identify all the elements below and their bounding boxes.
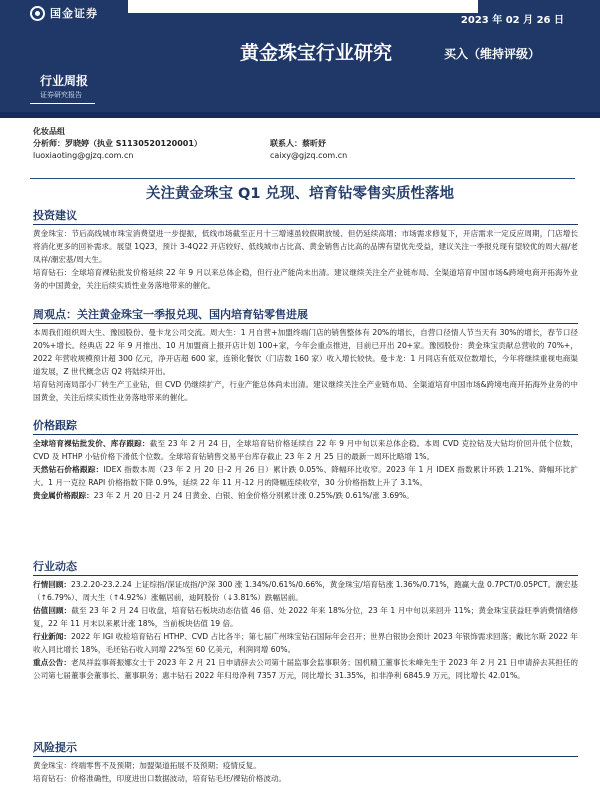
analyst-label: 分析师：罗晓婷（执业 S1130520120001） (33, 139, 202, 148)
paragraph: 培育钻河南局部小厂转生产工业钻，但 CVD 仍继续扩产，行业产能总体尚未出清。建议继续关注全产业链布局、全渠道培育中国市场&跨境电商开拓海外业务的中国黄金，关注后续实质性业务落地带来的催化。 (33, 380, 578, 402)
header-bottom-band (0, 112, 600, 118)
paragraph: 培育钻石：价格准确性，印度进出口数据波动，培育钻毛坯/裸钻价格波动。 (33, 774, 287, 783)
contact-name: 蔡昕妤 (302, 139, 326, 148)
header-divider (30, 103, 95, 104)
logo-text: 国金证券 (50, 7, 98, 20)
section-investment (33, 209, 578, 292)
header-blank-bar (128, 0, 478, 13)
industry-title: 黄金珠宝行业研究 (240, 42, 393, 64)
paragraph-lead: 重点公告： (33, 658, 71, 667)
author-block (33, 126, 573, 162)
logo-icon (30, 6, 45, 21)
author-divider (30, 178, 575, 179)
contact-email-link[interactable]: caixy@gjzq.com.cn (270, 151, 348, 160)
report-header (0, 0, 600, 118)
section-heading: 投资建议 (33, 209, 578, 225)
paragraph: 老凤祥监事蒋振娜女士于 2023 年 2 月 21 日申请辞去公司第十届监事会监事职务；国机精工董事长未峰先生于 2023 年 2 月 21 日申请辞去其担任的公司第七届董事会董事长、董事职务；惠丰钻石 2022 年归母净利 7357 万元，同比增长 31.35%，扣非净利 6845.9 万元，同比增长 42.01%。 (33, 658, 578, 680)
paragraph: 黄金珠宝：节后高线城市珠宝消费望进一步提振，低线市场截至正月十三增速虽较假期放缓、但仍延续高增；市场需求修复下，开店需求一定反应周期，门店增长将消化更多的回补需求。展望 1Q23，预计 3-4Q22 开店较好、低线城市占比高、黄金销售占比高的品牌有望优先受益，建议关注一季报兑现有望较优的周大福/老凤祥/潮宏基/周大生。 (33, 229, 578, 264)
paragraph: IDEX 指数本周（23 年 2 月 20 日-2 月 26 日）累计跌 0.05%、降幅环比收窄。2023 年 1 月 IDEX 指数累计环跌 1.21%、降幅环比扩大。1 月一克拉 RAPI 价格指数下降 0.9%，延续 22 年 11 月-12 月的降幅连续收窄，30 分价格指数上升了 3.1%。 (33, 465, 579, 487)
paragraph-lead: 贵金属价格跟踪： (33, 491, 94, 500)
paragraph: 截至 23 年 2 月 24 日，全球培育钻价格延续自 22 年 9 月中旬以来总体企稳。本周 CVD 克拉钻及大钻均价回升低个位数，CVD 及 HTHP 小钻价格下滑低个位数。全球培育钻销售交易平台库存截止 23 年 2 月 25 日的最新一周环比略增 1%。 (33, 439, 578, 461)
paragraph: 2022 年 IGI 收检培育钻石 HTHP、CVD 占比各半；第七届广州珠宝钻石国际年会召开；世界白银协会预计 2023 年银饰需求回落；戴比尔斯 2022 年收入同比增长 18%，毛坯钻石收入同增 22%至 60 亿美元，利润同增 60%。 (33, 632, 579, 654)
report-title: 关注黄金珠宝 Q1 兑现、培育钻零售实质性落地 (145, 186, 454, 202)
paragraph-lead: 全球培育裸钻批发价、库存跟踪： (33, 439, 150, 448)
contact-label: 联系人： (270, 139, 302, 148)
paragraph-lead: 估值回顾： (33, 606, 72, 615)
report-date: 2023 年 02 月 26 日 (460, 15, 564, 26)
section-weekly-view (33, 308, 578, 404)
paragraph-lead: 行情回顾： (33, 580, 72, 589)
paragraph: 培育钻石：全球培育裸钻批发价格延续 22 年 9 月以来总体企稳，但行业产能尚未出清。建议继续关注全产业链布局、全渠道培育中国市场&跨境电商开拓海外业务的中国黄金，关注后续实质性业务落地带来的催化。 (33, 268, 578, 290)
section-risk (33, 741, 578, 785)
broker-logo (30, 5, 98, 21)
paragraph-lead: 行业新闻： (33, 632, 71, 641)
paragraph: 截至 23 年 2 月 24 日收盘，培育钻石板块动态估值 46 倍、处 2022 年来 18%分位，23 年 1 月中旬以来回升 11%；黄金珠宝获益旺季消费情绪修复，22 年 11 月末以来累计涨 18%，当前板块估值 19 倍。 (33, 606, 579, 628)
section-heading: 行业动态 (33, 560, 578, 576)
rating-label: 买入（维持评级） (443, 47, 540, 61)
section-price-tracking (33, 419, 578, 502)
section-heading: 价格跟踪 (33, 419, 578, 435)
section-industry-dynamics (33, 560, 578, 682)
section-heading: 周观点：关注黄金珠宝一季报兑现、国内培育钻零售进展 (33, 308, 578, 324)
team-name: 化妆品组 (33, 127, 65, 136)
report-type: 行业周报 (40, 74, 89, 88)
paragraph: 黄金珠宝：终端零售不及预期；加盟渠道拓展不及预期；疫情反复。 (33, 761, 261, 770)
paragraph-lead: 天然钻石价格跟踪： (33, 465, 104, 474)
paragraph: 本周我们组织周大生、豫园股份、曼卡龙公司交流。周大生：1 月自营+加盟终端门店的销售整体有 20%的增长，自营口径情人节当天有 30%的增长，春节口径 20%+增长。经典店 22 年 9 月推出、10 月加盟商上报开店计划 100+家，今年会重点推进，目前已开出 20+家。豫园股份：黄金珠宝贡献总营收的 70%+，2022 年营收规模预计超 300 亿元，净开店超 600 家，连锁化餐饮（门店数 160 家）收入增长较快。曼卡龙：1 月同店有低双位数增长，今年将继续重视电商渠道发展，Z 世代概念店 Q2 将陆续开出。 (33, 328, 578, 376)
analyst-email-link[interactable]: luoxiaoting@gjzq.com.cn (33, 151, 134, 160)
section-heading: 风险提示 (33, 741, 578, 757)
paragraph: 23.2.20-23.2.24 上证综指/深证成指/沪深 300 涨 1.34%/0.61%/0.66%，黄金珠宝/培育钻涨 1.36%/0.71%，跑赢大盘 0.7PCT/0.05PCT。潮宏基（↑6.79%）、周大生（↑4.92%）涨幅居前，迪阿股份（↓3.81%）跌幅居前。 (33, 580, 579, 602)
paragraph: 23 年 2 月 20 日-2 月 24 日黄金、白银、铂金价格分别累计涨 0.25%/跌 0.61%/涨 3.69%。 (93, 491, 414, 500)
report-department: 证券研究报告 (40, 91, 82, 99)
